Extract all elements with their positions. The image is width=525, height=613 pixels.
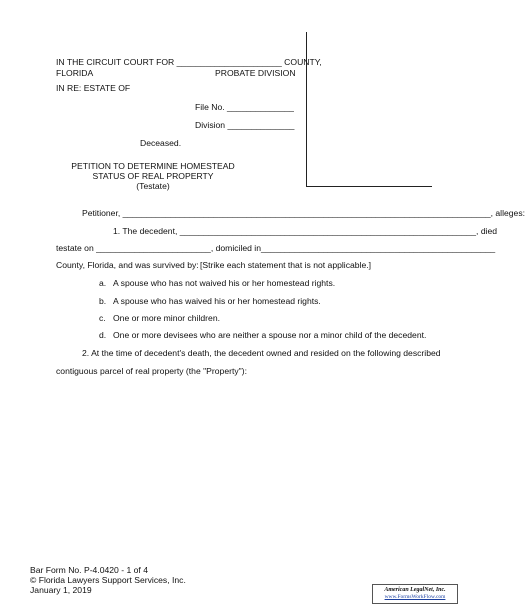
publisher-name: American LegalNet, Inc. <box>384 587 446 593</box>
in-re-label: IN RE: ESTATE OF <box>56 83 131 93</box>
title-line-2: STATUS OF REAL PROPERTY <box>92 171 214 181</box>
paragraph-2-line-2: contiguous parcel of real property (the "Property"): <box>56 366 247 376</box>
item-b-letter: b. <box>99 296 107 306</box>
division-label: PROBATE DIVISION <box>215 68 296 78</box>
copyright: © Florida Lawyers Support Services, Inc. <box>30 575 186 585</box>
publisher-stamp <box>372 584 458 604</box>
item-b-text: A spouse who has waived his or her homestead rights. <box>113 296 321 306</box>
item-d-text: One or more devisees who are neither a spouse nor a minor child of the decedent. <box>113 330 427 340</box>
item-a-text: A spouse who has not waived his or her homestead rights. <box>113 278 336 288</box>
paragraph-2-line-1: 2. At the time of decedent's death, the decedent owned and resided on the following described <box>82 348 441 358</box>
caption-horizontal-rule <box>306 186 432 187</box>
paragraph-1-line-2: testate on ________________________, domiciled in_________________________________________________ <box>56 243 496 253</box>
form-number: Bar Form No. P-4.0420 - 1 of 4 <box>30 565 148 575</box>
strike-instruction: [Strike each statement that is not applicable.] <box>200 260 372 270</box>
item-c-text: One or more minor children. <box>113 313 220 323</box>
title-line-3: (Testate) <box>136 181 170 191</box>
item-c-letter: c. <box>99 313 106 323</box>
publisher-url[interactable]: www.FormsWorkFlow.com <box>384 593 446 600</box>
court-line: IN THE CIRCUIT COURT FOR ______________________ COUNTY, <box>56 57 322 67</box>
paragraph-1-line-1: 1. The decedent, ______________________________________________________________, died <box>113 226 498 236</box>
revision-date: January 1, 2019 <box>30 585 92 595</box>
item-d-letter: d. <box>99 330 107 340</box>
state-label: FLORIDA <box>56 68 94 78</box>
caption-vertical-rule <box>306 32 307 187</box>
division-field: Division ______________ <box>195 120 295 130</box>
paragraph-1-line-3: County, Florida, and was survived by: <box>56 260 199 270</box>
item-a-letter: a. <box>99 278 107 288</box>
deceased-label: Deceased. <box>140 138 182 148</box>
file-number-field: File No. ______________ <box>195 102 294 112</box>
title-line-1: PETITION TO DETERMINE HOMESTEAD <box>71 161 235 171</box>
petitioner-line: Petitioner, _____________________________________________________________________________, alleges: <box>82 208 525 218</box>
